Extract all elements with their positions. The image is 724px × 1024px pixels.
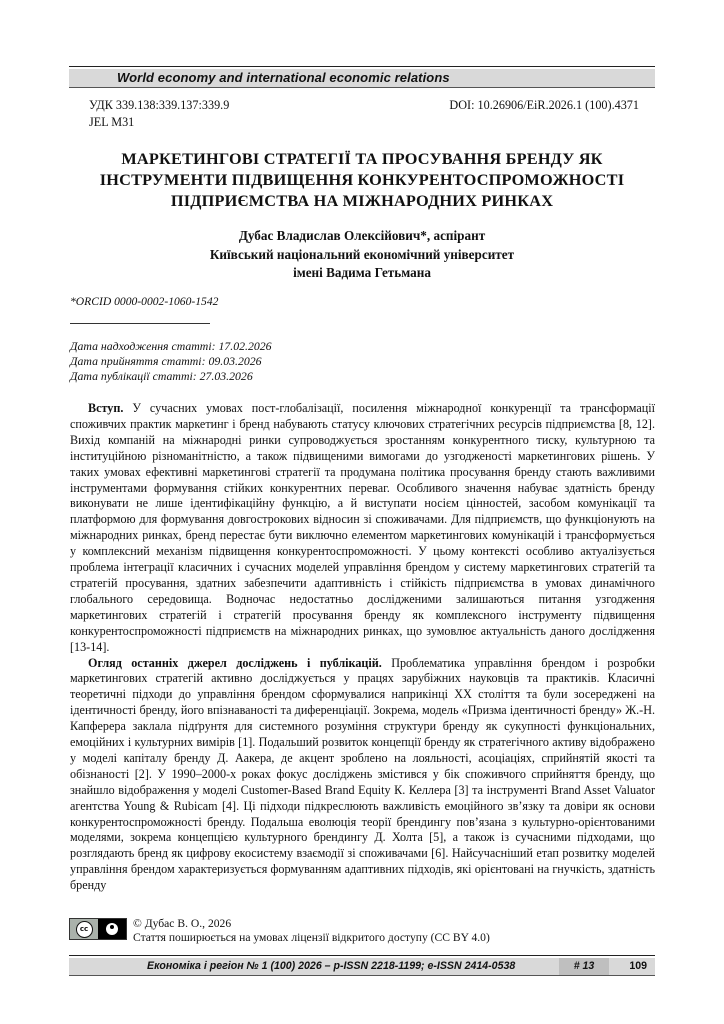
header-band — [69, 69, 655, 88]
footer-rule — [69, 955, 655, 956]
article-dates — [70, 339, 272, 384]
date-received: Дата надходження статті: 17.02.2026 — [70, 339, 272, 353]
author-name: Дубас Владислав Олексійович*, аспірант — [238, 228, 486, 243]
author-block — [120, 227, 604, 283]
header-rule — [69, 66, 655, 67]
author-affiliation: Київський національний економічний університет — [209, 246, 515, 262]
page-number: 109 — [629, 960, 647, 972]
paragraph-lead: Огляд останніх джерел досліджень і публікацій. — [88, 655, 382, 670]
jel-code: JEL M31 — [89, 115, 135, 129]
footnote-rule — [70, 323, 210, 324]
article-title — [70, 148, 654, 211]
paragraph-text: Проблематика управління брендом і розробки маркетингових стратегій активно досліджується у працях зарубіжних науковців та практиків. Класичні теоретичні підходи до управління брендом сформувалися наприкінці XX століття та були зосереджені на ідентичності бренду, його впізнаваності та диференціації. Зокрема, модель «Призма ідентичності бренду» Ж.-Н. Капферера заклала підґрунтя для системного розуміння структури бренду як сукупності функціональних, емоційних і культурних вимірів [1]. Подальший розвиток концепції бренду як стратегічного активу відображено у моделі капіталу бренду Д. Аакера, де акцент зроблено на лояльності, асоціаціях, сприйнятій якості та обізнаності [2]. У 1990–2000-х роках фокус досліджень змістився у бік споживчого сприйняття бренду, що знайшло відображення у моделі Customer-Based Brand Equity К. Келлера [3] та інструменті Brand Asset Valuator агентства Young & Rubicam [4]. Ці підходи підкреслюють важливість емоційного зв’язку та довіри як основи конкурентоспроможності бренду. Подальша еволюція теорії брендингу пов’язана з культурно-орієнтованими моделями, зокрема концепцією культурного брендингу Д. Холта [5], а також із сучасними підходами, що розглядають бренд як цифрову екосистему взаємодії зі споживачами [6]. Найсучасніший етап розвитку моделей управління брендом характеризується формуванням адаптивних підходів, які орієнтовані на гнучкість, здатність бренду — [70, 655, 656, 893]
by-person-icon — [106, 923, 118, 935]
article-body — [70, 401, 655, 894]
issue-number: # 13 — [559, 958, 609, 975]
doi: DOI: 10.26906/EiR.2026.1 (100).4371 — [449, 98, 639, 112]
cc-by-icon — [69, 918, 127, 940]
title-line: МАРКЕТИНГОВІ СТРАТЕГІЇ ТА ПРОСУВАННЯ БРЕНДУ ЯК — [121, 149, 603, 168]
cc-icon: cc — [76, 921, 93, 938]
date-published: Дата публікації статті: 27.03.2026 — [70, 369, 253, 383]
paragraph-lead: Вступ. — [88, 401, 124, 415]
section-title: World economy and international economic relations — [117, 70, 450, 85]
paragraph-literature-review — [70, 656, 655, 895]
license-block — [133, 917, 490, 945]
date-accepted: Дата прийняття статті: 09.03.2026 — [70, 354, 262, 368]
footer-band — [69, 958, 655, 976]
author-affiliation-cont: імені Вадима Гетьмана — [293, 265, 431, 280]
license-text: Стаття поширюється на умовах ліцензії відкритого доступу (CC BY 4.0) — [133, 931, 490, 944]
title-line: ІНСТРУМЕНТИ ПІДВИЩЕННЯ КОНКУРЕНТОСПРОМОЖНОСТІ — [99, 170, 625, 189]
title-line: ПІДПРИЄМСТВА НА МІЖНАРОДНИХ РИНКАХ — [170, 191, 554, 210]
copyright: © Дубас В. О., 2026 — [133, 917, 232, 930]
orcid: *ORCID 0000-0002-1060-1542 — [70, 295, 219, 308]
udk-code: УДК 339.138:339.137:339.9 — [89, 98, 230, 112]
paragraph-text: У сучасних умовах пост-глобалізації, посилення міжнародної конкуренції та трансформації споживчих практик маркетинг і бренд набувають статусу ключових стратегічних ресурсів підприємства [8, 12]. Вихід компаній на міжнародні ринки супроводжується зростанням конкурентного тиску, культурною та інституційною різноманітністю, а також підвищеними вимогами до узгодженості маркетингових рішень. У таких умовах ефективні маркетингові стратегії та продумана політика просування бренду стають важливими інструментами формування стійких конкурентних переваг. Особливого значення набуває здатність бренду виконувати не лише ідентифікаційну функцію, а й виступати носієм цінностей, засобом комунікації та платформою для формування довгострокових відносин зі споживачами. Для підприємств, що функціонують на міжнародних ринках, бренд перестає бути виключно елементом маркетингових комунікацій і трансформується у комплексний механізм підвищення конкурентоспроможності. У цьому контексті особливо актуалізується проблема інтеграції класичних і сучасних моделей управління брендом у систему маркетингових стратегій та стратегій просування, здатних забезпечити адаптивність і стійкість підприємства в умовах динамічного глобального середовища. Водночас недостатньо дослідженими залишаються питання узгодження маркетингових стратегій і стратегій просування бренду як комплексного інструменту підвищення конкурентоспроможності підприємств на міжнародних ринках, що зумовлює актуальність даного дослідження [13-14]. — [70, 401, 655, 654]
paragraph-introduction — [70, 401, 655, 656]
journal-info: Економіка і регіон № 1 (100) 2026 – p-ISSN 2218-1199; e-ISSN 2414-0538 — [147, 960, 516, 972]
